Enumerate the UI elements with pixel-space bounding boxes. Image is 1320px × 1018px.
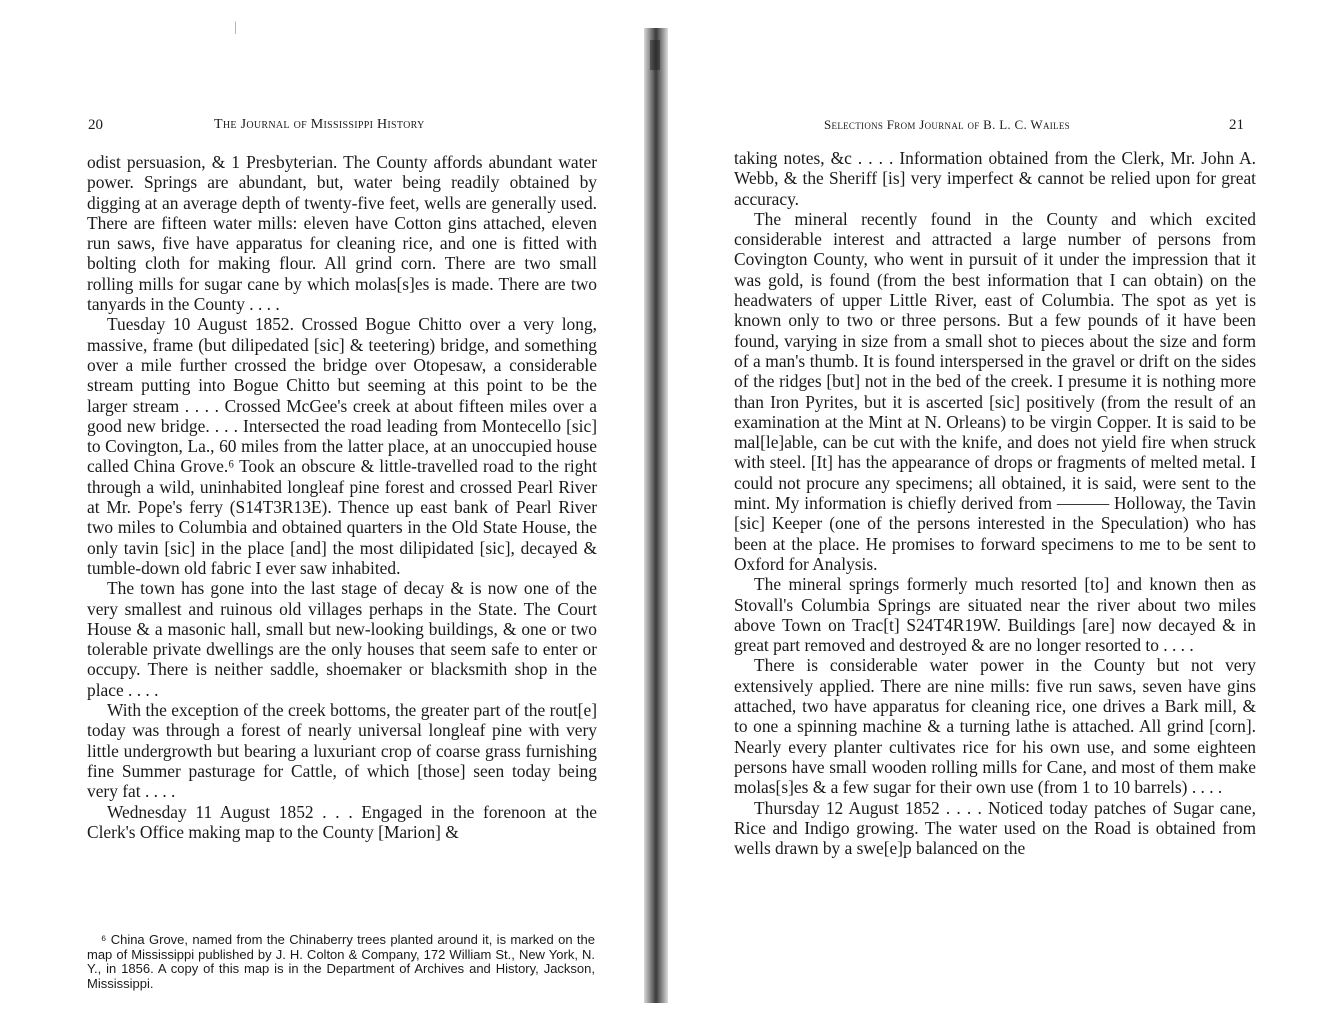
left-footnote [87, 933, 595, 991]
left-page-number: 20 [88, 117, 103, 133]
left-paragraph-4: With the exception of the creek bottoms, the greater part of the rout[e] today was through a forest of nearly universal longleaf pine with very little undergrowth but bearing a luxuriant crop of coarse grass furnishing fine Summer pasturage for Cattle, of which [those] seen today being very fat . . . . [87, 700, 597, 802]
gutter-shadow [650, 40, 660, 70]
left-paragraph-2: Tuesday 10 August 1852. Crossed Bogue Chitto over a very long, massive, frame (but dilipedated [sic] & teetering) bridge, and something over a mile further crossed the bridge over Otopesaw, a considerable stream putting into Bogue Chitto but seeming at this point to be the larger stream . . . . Crossed McGee's creek at about fifteen miles over a good new bridge. . . . Intersected the road leading from Montecello [sic] to Covington, La., 60 miles from the latter place, at an unoccupied house called China Grove.⁶ Took an obscure & little-travelled road to the right through a wild, uninhabited longleaf pine forest and crossed Pearl River at Mr. Pope's ferry (S14T3R13E). Thence up east bank of Pearl River two miles to Columbia and obtained quarters in the Old State House, the only tavin [sic] in the place [and] the most dilipidated [sic], decayed & tumble-down old fabric I ever saw inhabited. [87, 314, 597, 578]
right-running-head: Selections From Journal of B. L. C. Wailes [824, 117, 1070, 132]
left-paragraph-1: odist persuasion, & 1 Presbyterian. The County affords abundant water power. Springs are abundant, but, water being readily obtained by digging at an average depth of twenty-five feet, wells are generally used. There are fifteen water mills: eleven have Cotton gins attached, eleven run saws, five have apparatus for cleaning rice, and one is fitted with bolting cloth for making flour. All grind corn. There are two small rolling mills for sugar cane by which molas[s]es is made. There are two tanyards in the County . . . . [87, 152, 597, 315]
left-page [0, 0, 640, 1018]
right-paragraph-2: The mineral recently found in the County and which excited considerable interest and attracted a large number of persons from Covington County, who went in pursuit of it under the impression that it was gold, is found (from the best information that I can obtain) on the headwaters of upper Little River, east of Columbia. The spot as yet is known only to two or three persons. But a few pounds of it have been found, varying in size from a small shot to pieces about the size and form of a man's thumb. It is found interspersed in the gravel or drift on the sides of the ridges [but] not in the bed of the creek. I presume it is nothing more than Iron Pyrites, but it is ascerted [sic] positively (from the result of an examination at the Mint at N. Orleans) to be virgin Copper. It is said to be mal[le]able, can be cut with the knife, and does not yield fire when struck with steel. [It] has the appearance of drops or fragments of melted metal. I could not procure any specimens; all obtained, it is said, were sent to the mint. My information is chiefly derived from ——— Holloway, the Tavin [sic] Keeper (one of the persons interested in the Speculation) who has been at the place. He promises to forward specimens to me to be sent to Oxford for Analysis. [734, 208, 1256, 574]
right-paragraph-3: The mineral springs formerly much resorted [to] and known then as Stovall's Columbia Springs are situated near the river about two miles above Town on Trac[t] S24T4R19W. Buildings [are] now decayed & in great part removed and destroyed & are no longer resorted to . . . . [734, 574, 1256, 656]
right-paragraph-4: There is considerable water power in the County but not very extensively applied. There are nine mills: five run saws, seven have gins attached, two have apparatus for cleaning rice, one drives a Bark mill, & to one a spinning machine & a turning lathe is attached. All grind [corn]. Nearly every planter cultivates rice for his own use, and some eighteen persons have small wooden rolling mills for Cane, and most of them make molas[s]es & a few sugar for their own use (from 1 to 10 barrels) . . . . [734, 655, 1256, 798]
right-paragraph-5: Thursday 12 August 1852 . . . . Noticed today patches of Sugar cane, Rice and Indigo growing. The water used on the Road is obtained from wells drawn by a swe[e]p balanced on the [734, 797, 1256, 859]
right-page-number: 21 [1229, 117, 1244, 133]
left-paragraph-3: The town has gone into the last stage of decay & is now one of the very smallest and ruinous old villages perhaps in the State. The Court House & a masonic hall, small but new-looking buildings, & one or two tolerable private dwellings are the only houses that seem safe to enter or occupy. There is neither saddle, shoemaker or blacksmith shop in the place . . . . [87, 578, 597, 700]
left-body [87, 152, 597, 842]
left-running-head: The Journal of Mississippi History [214, 117, 425, 132]
footnote-6: ⁶ China Grove, named from the Chinaberry trees planted around it, is marked on the map of Mississippi published by J. H. Colton & Company, 172 William St., New York, N. Y., in 1856. A copy of this map is in the Department of Archives and History, Jackson, Mississippi. [87, 932, 595, 991]
scan-mark: | [234, 20, 237, 35]
right-body [734, 148, 1256, 858]
right-paragraph-1: taking notes, &c . . . . Information obtained from the Clerk, Mr. John A. Webb, & the Sheriff [is] very imperfect & cannot be relied upon for great accuracy. [734, 148, 1256, 209]
left-paragraph-5: Wednesday 11 August 1852 . . . Engaged in the forenoon at the Clerk's Office making map to the County [Marion] & [87, 801, 597, 842]
book-gutter [644, 28, 668, 1003]
right-page [668, 0, 1320, 1018]
